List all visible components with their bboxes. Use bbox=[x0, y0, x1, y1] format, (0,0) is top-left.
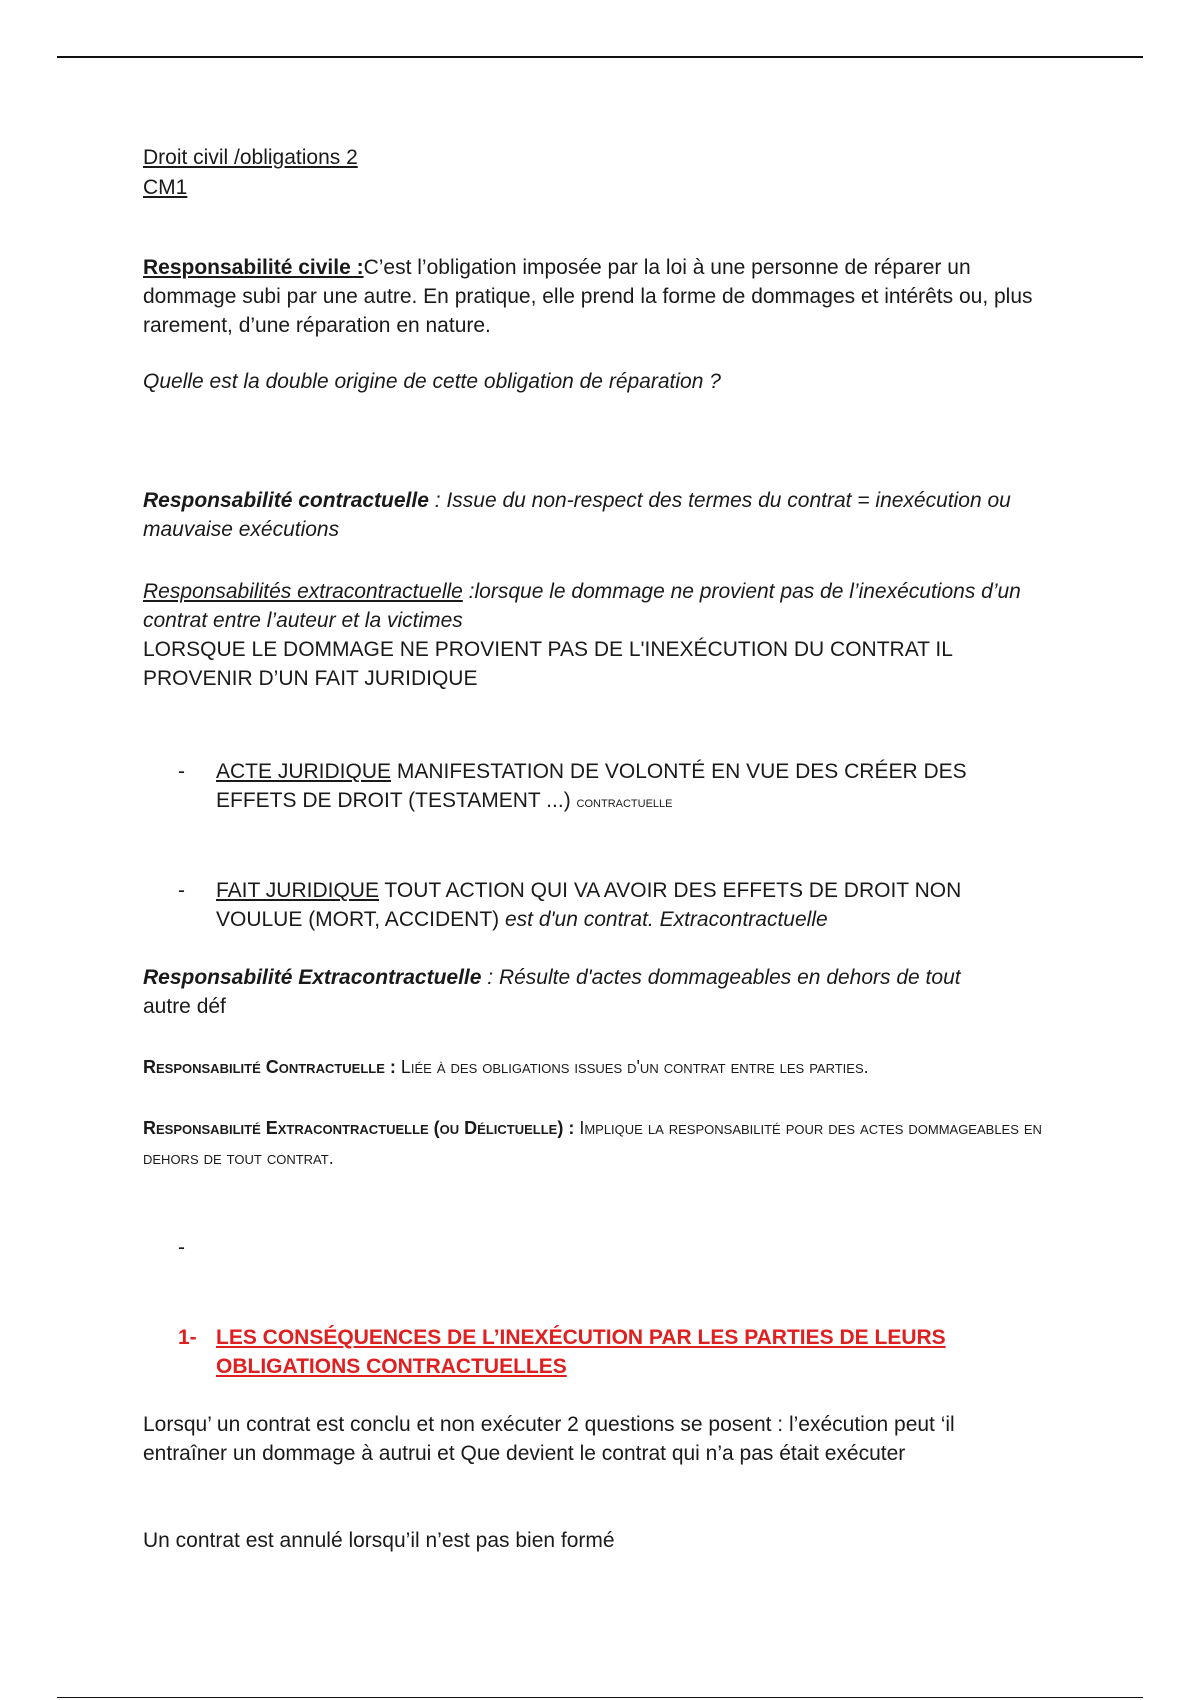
bullet-marker: - bbox=[178, 879, 185, 902]
bullet-fait-term: FAIT JURIDIQUE bbox=[216, 879, 379, 902]
smallcaps-extracontractuelle bbox=[143, 1113, 1043, 1173]
definition-civile bbox=[143, 253, 1043, 340]
paragraph-annulation: Un contrat est annulé lorsqu’il n’est pas bien formé bbox=[143, 1529, 615, 1552]
smallcaps-contractuelle-text: Liée à des obligations issues d'un contrat entre les parties. bbox=[395, 1057, 869, 1077]
course-title-text: Droit civil /obligations 2 bbox=[143, 146, 358, 169]
definition-extracontractuelle-2 bbox=[143, 963, 1043, 1021]
bullet-fait-juridique bbox=[216, 876, 1046, 934]
definition-contractuelle-text: : Issue du non-respect des termes du contrat = inexécution ou mauvaise exécutions bbox=[143, 489, 1011, 541]
section-heading: LES CONSÉQUENCES DE L’INEXÉCUTION PAR LES PARTIES DE LEURS OBLIGATIONS CONTRACTUELLES bbox=[216, 1326, 946, 1378]
session-text: CM1 bbox=[143, 176, 188, 199]
definition-extra2-line2: autre déf bbox=[143, 995, 226, 1018]
smallcaps-contractuelle-term: Responsabilité Contractuelle : bbox=[143, 1057, 396, 1077]
bottom-rule bbox=[57, 1697, 1143, 1698]
session-label bbox=[143, 173, 1043, 202]
bullet-marker: - bbox=[178, 760, 185, 783]
question-line: Quelle est la double origine de cette obligation de réparation ? bbox=[143, 370, 721, 393]
top-rule bbox=[57, 56, 1143, 58]
definition-extracontractuelle-text: :lorsque le dommage ne provient pas de l’inexécutions d’un contrat entre l’auteur et la victimes bbox=[143, 580, 1021, 632]
bullet-acte-text: MANIFESTATION DE VOLONTÉ EN VUE DES CRÉER DES EFFETS DE DROIT (TESTAMENT ...) bbox=[216, 760, 967, 812]
definition-civile-term: Responsabilité civile : bbox=[143, 256, 364, 279]
smallcaps-extracontractuelle-term: Responsabilité Extracontractuelle (ou Délictuelle) : bbox=[143, 1118, 575, 1138]
section-number: 1- bbox=[178, 1326, 197, 1349]
definition-civile-text: C’est l’obligation imposée par la loi à une personne de réparer un dommage subi par une autre. En pratique, elle prend la forme de dommages et intérêts ou, plus rarement, d’une réparation en nature. bbox=[143, 256, 1033, 337]
smallcaps-extracontractuelle-text: Implique la responsabilité pour des actes dommageables en dehors de tout contrat. bbox=[143, 1118, 1042, 1168]
paragraph-execution: Lorsqu’ un contrat est conclu et non exécuter 2 questions se posent : l’exécution peut ‘il entraîner un dommage à autrui et Que devient le contrat qui n’a pas était exécuter bbox=[143, 1413, 955, 1465]
bullet-fait-text: TOUT ACTION QUI VA AVOIR DES EFFETS DE DROIT NON VOULUE (MORT, ACCIDENT) bbox=[216, 879, 962, 931]
definition-extracontractuelle-caps: LORSQUE LE DOMMAGE NE PROVIENT PAS DE L'INEXÉCUTION DU CONTRAT IL PROVENIR D’UN FAIT JURIDIQUE bbox=[143, 638, 953, 690]
bullet-acte-juridique bbox=[216, 757, 1046, 817]
definition-extra2-term: Responsabilité Extracontractuelle bbox=[143, 966, 482, 989]
definition-contractuelle bbox=[143, 486, 1043, 544]
bullet-fait-italic: est d'un contrat. Extracontractuelle bbox=[504, 908, 828, 931]
definition-contractuelle-term: Responsabilité contractuelle bbox=[143, 489, 429, 512]
bullet-acte-term: ACTE JURIDIQUE bbox=[216, 760, 392, 783]
definition-extracontractuelle bbox=[143, 577, 1043, 693]
course-title bbox=[143, 143, 1043, 172]
definition-extra2-text: : Résulte d'actes dommageables en dehors de tout bbox=[481, 966, 961, 989]
definition-extracontractuelle-term: Responsabilités extracontractuelle bbox=[143, 580, 463, 603]
smallcaps-contractuelle bbox=[143, 1052, 1043, 1082]
empty-bullet-marker: - bbox=[178, 1236, 185, 1259]
bullet-acte-small: contractuelle bbox=[576, 794, 673, 811]
